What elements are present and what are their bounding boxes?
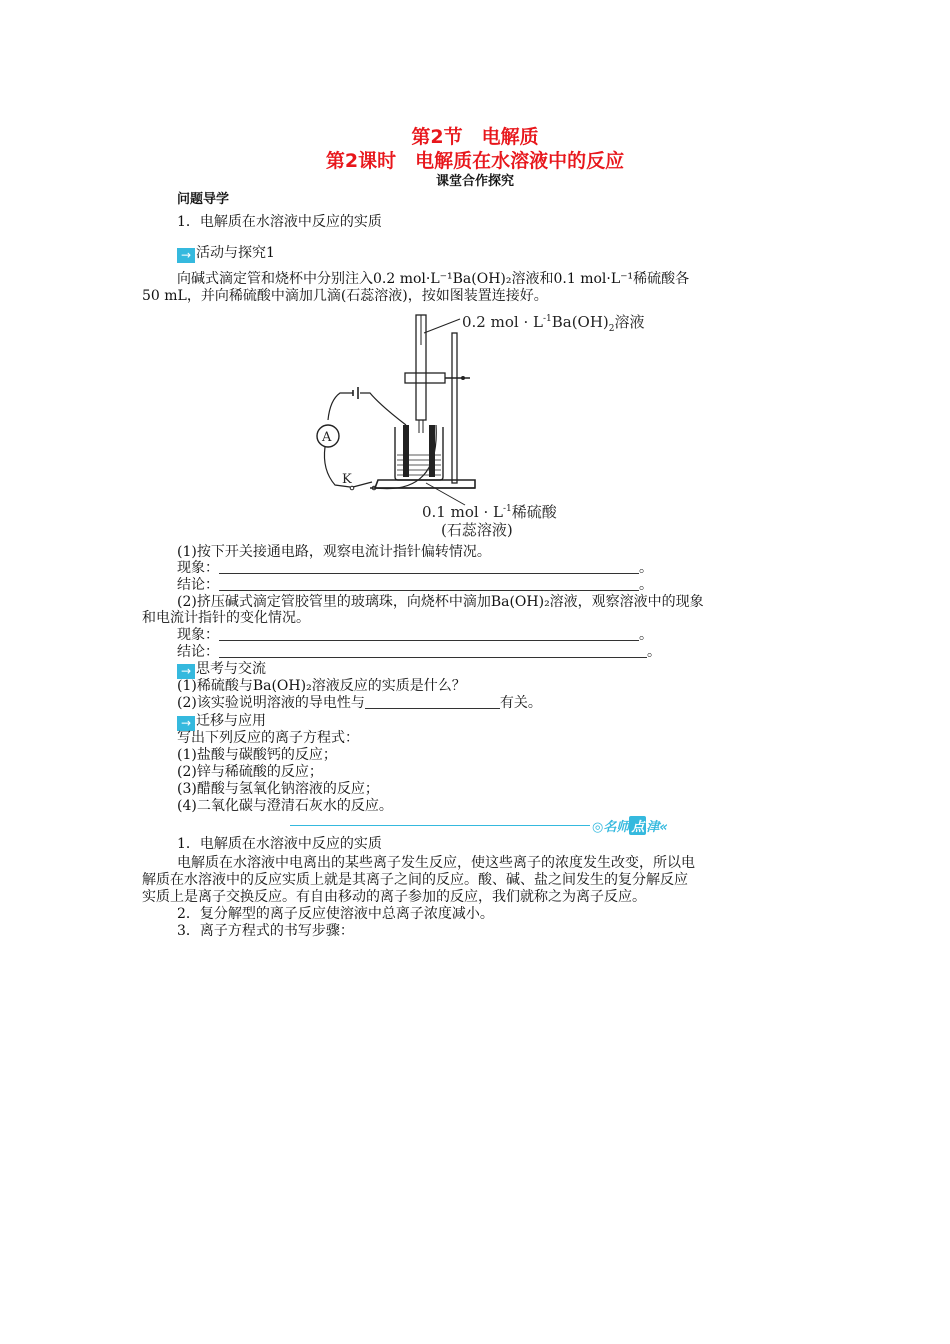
observation-1-blank[interactable] — [219, 560, 639, 574]
tips-p4: 3．离子方程式的书写步骤： — [177, 923, 354, 939]
conclusion-2-blank[interactable] — [219, 644, 647, 658]
activity-label: 活动与探究1 — [196, 245, 275, 261]
arrow-right-icon: → — [177, 248, 195, 263]
think-q2-blank[interactable] — [365, 695, 500, 709]
conclusion-1: 结论： 。 — [177, 577, 653, 593]
tips-p1: 1．电解质在水溶液中反应的实质 — [177, 836, 382, 852]
tips-label: ◎名师 点 津« — [592, 816, 668, 835]
apply-label: 迁移与应用 — [196, 713, 266, 729]
label-bottom-2: (石蕊溶液) — [441, 521, 513, 539]
think-label: 思考与交流 — [196, 661, 266, 677]
apply-heading — [177, 713, 266, 731]
apply-item-2: (2)锌与稀硫酸的反应； — [177, 764, 323, 780]
switch-label: K — [342, 472, 352, 487]
arrow-right-icon: → — [177, 664, 195, 679]
tips-p3: 2．复分解型的离子反应使溶液中总离子浓度减小。 — [177, 906, 494, 922]
apply-item-4: (4)二氧化碳与澄清石灰水的反应。 — [177, 798, 393, 814]
conclusion-1-blank[interactable] — [219, 577, 639, 591]
think-q1: (1)稀硫酸与Ba(OH)₂溶液反应的实质是什么？ — [177, 678, 466, 694]
step-1: (1)按下开关接通电路，观察电流计指针偏转情况。 — [177, 544, 491, 560]
think-q2: (2)该实验说明溶液的导电性与 有关。 — [177, 695, 542, 711]
intro-line-2: 50 mL，并向稀硫酸中滴加几滴(石蕊溶液)，按如图装置连接好。 — [142, 288, 548, 304]
think-heading — [177, 661, 266, 679]
observation-2-blank[interactable] — [219, 627, 639, 641]
apply-item-3: (3)醋酸与氢氧化钠溶液的反应； — [177, 781, 379, 797]
conclusion-2: 结论： 。 — [177, 644, 661, 660]
tips-p2-line-2: 解质在水溶液中的反应实质上就是其离子之间的反应。酸、碱、盐之间发生的复分解反应 — [142, 872, 688, 888]
part-title: 课堂合作探究 — [435, 174, 514, 189]
step-2-line-1: (2)挤压碱式滴定管胶管里的玻璃珠，向烧杯中滴加Ba(OH)₂溶液，观察溶液中的现象 — [177, 594, 704, 610]
observation-2: 现象： 。 — [177, 627, 653, 643]
topic-1: 1．电解质在水溶液中反应的实质 — [177, 214, 382, 230]
apply-intro: 写出下列反应的离子方程式： — [177, 730, 359, 746]
lesson-title: 第2课时 电解质在水溶液中的反应 — [325, 150, 625, 172]
observation-1: 现象： 。 — [177, 560, 653, 576]
tips-p2-line-3: 实质上是离子交换反应。有自由移动的离子参加的反应，我们就称之为离子反应。 — [142, 889, 646, 905]
label-top: 0.2 mol · $L^{-1}Ba(OH)_2$溶液 — [462, 313, 645, 334]
tips-p2-line-1: 电解质在水溶液中电离出的某些离子发生反应，使这些离子的浓度发生改变，所以电 — [177, 855, 695, 871]
guide-heading: 问题导学 — [177, 192, 230, 207]
tips-divider — [290, 825, 590, 826]
apparatus-figure — [300, 305, 660, 545]
activity-heading — [177, 245, 275, 263]
ammeter-label: A — [322, 430, 332, 445]
label-bottom: 0.1 mol · $L^{-1}$稀硫酸 — [422, 503, 557, 521]
section-title: 第2节 电解质 — [411, 126, 539, 148]
arrow-right-icon: → — [177, 716, 195, 731]
intro-line-1: 向碱式滴定管和烧杯中分别注入0.2 mol·L⁻¹Ba(OH)₂溶液和0.1 mol·L⁻¹稀硫酸各 — [177, 271, 690, 287]
step-2-line-2: 和电流计指针的变化情况。 — [142, 610, 310, 626]
apply-item-1: (1)盐酸与碳酸钙的反应； — [177, 747, 337, 763]
